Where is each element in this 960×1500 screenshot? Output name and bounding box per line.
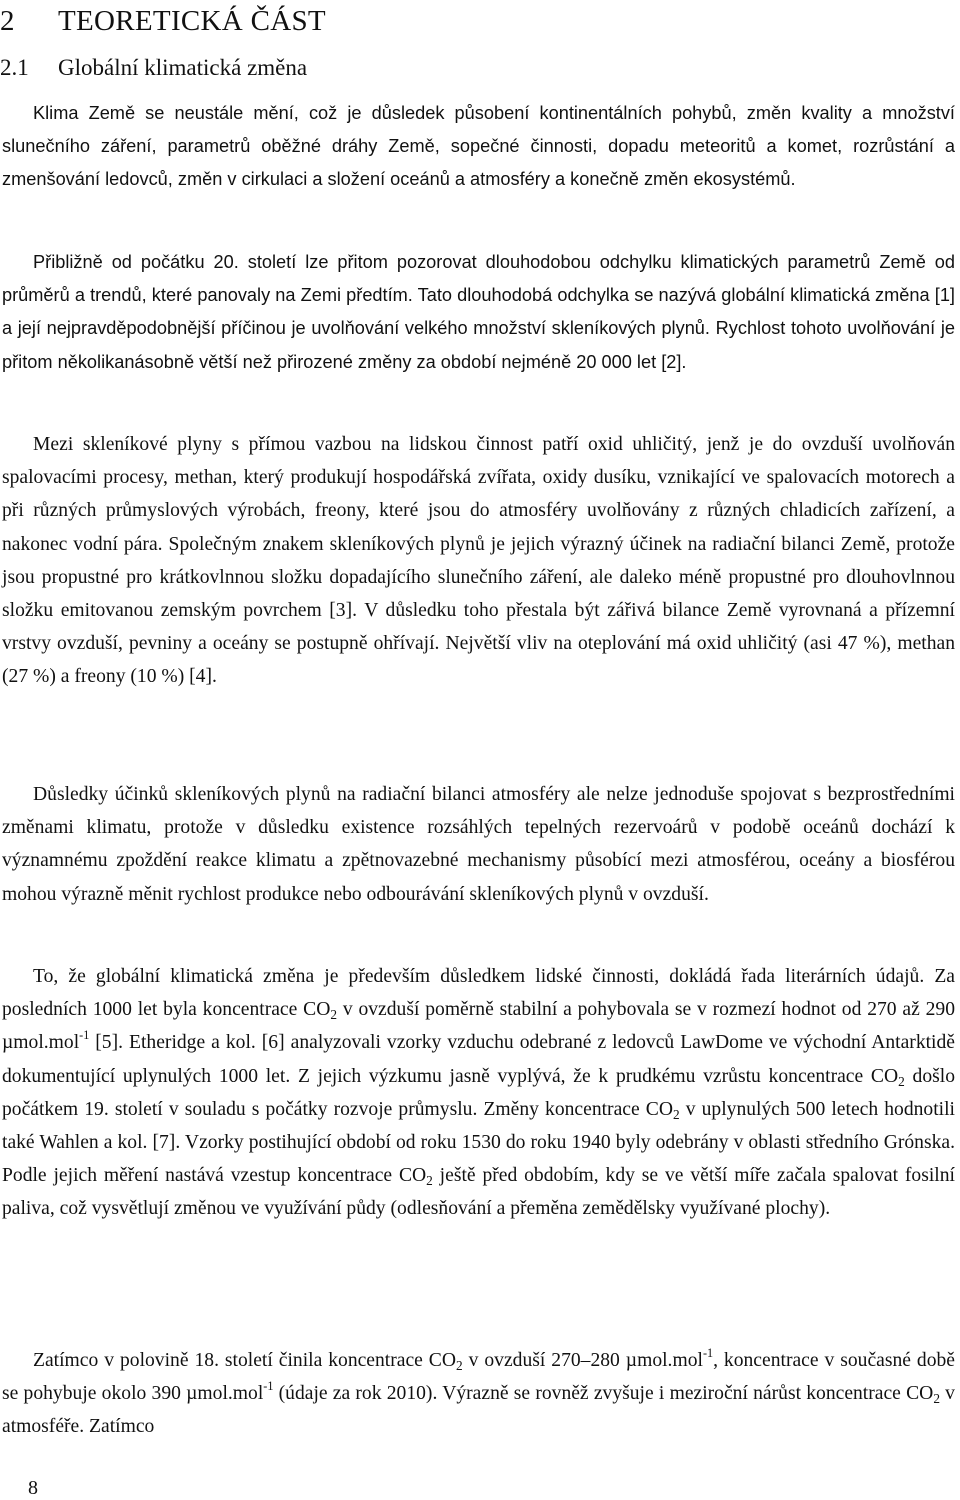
chapter-title: TEORETICKÁ ČÁST [58, 5, 326, 37]
section-heading [0, 52, 307, 84]
subscript: 2 [426, 1173, 433, 1189]
superscript: -1 [79, 1028, 90, 1043]
subscript: 2 [456, 1357, 463, 1373]
paragraph-5-text: ještě před obdobím, kdy se ve větší míře začala spalovat fosilní paliva, což vysvětlují změnou ve využívání půdy (odlesňování a přeměna zemědělsky využívané plochy). [2, 1165, 955, 1220]
chapter-heading [0, 2, 326, 40]
paragraph-4: Důsledky účinků skleníkových plynů na radiační bilanci atmosféry ale nelze jednoduše spojovat s bezprostředními změnami klimatu, protože v důsledku existence rozsáhlých tepelných rezervoárů v podobě oceánů dochází k významnému zpoždění reakce klimatu a zpětnovazebné mechanismy působící mezi atmosférou, oceány a biosférou mohou výrazně měnit rychlost produkce nebo odbourávání skleníkových plynů v ovzduší. [2, 784, 955, 905]
paragraph-5-text: v uplynulých 500 letech hodnotili také Wahlen a kol. [7]. Vzorky postihující období od roku 1530 do roku 1940 byly odebrány v oblasti středního Grónska. Podle jejich měření nastává vzestup koncentrace CO [2, 1098, 955, 1187]
paragraph-6 [2, 1344, 955, 1444]
paragraph-5-text: [5]. Etheridge a kol. [6] analyzovali vzorky vzduchu odebrané z ledovců LawDome ve východní Antarktidě dokumentující uplynulých 1000 let. Z jejich výzkumu jasně vyplývá, že k prudkému vzrůstu koncentrace CO [2, 1032, 955, 1087]
paragraph-6-text: v atmosféře. Zatímco [2, 1383, 955, 1438]
paragraph-5-text: To, že globální klimatická změna je především důsledkem lidské činnosti, dokládá řada literárních údajů. Za posledních 1000 let byla koncentrace CO [2, 966, 955, 1021]
paragraph-6-text: (údaje za rok 2010). Výrazně se rovněž zvyšuje i meziroční nárůst koncentrace CO [273, 1383, 934, 1405]
paragraph-1: Klima Země se neustále mění, což je důsledek působení kontinentálních pohybů, změn kvality a množství slunečního záření, parametrů oběžné dráhy Země, sopečné činnosti, dopadu meteoritů a komet, rozrůstání a zmenšování ledovců, změn v cirkulaci a složení oceánů a atmosféry a konečně změn ekosystémů. [2, 103, 955, 190]
section-title: Globální klimatická změna [58, 55, 308, 80]
subscript: 2 [933, 1391, 940, 1407]
subscript: 2 [672, 1106, 680, 1122]
paragraph-5 [2, 960, 955, 1226]
paragraph-6-text: , koncentrace v současné době se pohybuje okolo 390 µmol.mol [2, 1350, 956, 1405]
superscript: -1 [263, 1379, 274, 1394]
section-number: 2.1 [0, 55, 29, 80]
paragraph-5-text: došlo počátkem 19. století v souladu s počátky rozvoje průmyslu. Změny koncentrace CO [2, 1065, 955, 1120]
superscript: -1 [702, 1345, 714, 1360]
subscript: 2 [898, 1073, 905, 1089]
paragraph-2: Přibližně od počátku 20. století lze přitom pozorovat dlouhodobou odchylku klimatických parametrů Země od průměrů a trendů, které panovaly na Zemi předtím. Tato dlouhodobá odchylka se nazývá globální klimatická změna [1] a její nejpravděpodobnější příčinou je uvolňování velkého množství skleníkových plynů. Rychlost tohoto uvolňování je přitom několikanásobně větší než přirozené změny za období nejméně 20 000 let [2]. [2, 252, 955, 372]
paragraph-6-text: v ovzduší 270–280 µmol.mol [462, 1350, 703, 1371]
page-number: 8 [28, 1477, 38, 1499]
paragraph-3: Mezi skleníkové plyny s přímou vazbou na lidskou činnost patří oxid uhličitý, jenž je do ovzduší uvolňován spalovacími procesy, methan, který produkují hospodářská zvířata, oxidy dusíku, vznikající ve spalovacích motorech a při různých průmyslových výrobách, freony, které jsou do atmosféry uvolňovány z různých chladicích zařízení, a nakonec vodní pára. Společným znakem skleníkových plynů je jejich výrazný účinek na radiační bilanci Země, protože jsou propustné pro krátkovlnnou složku dopadajícího slunečního záření, ale daleko méně propustné pro dlouhovlnnou složku emitovanou zemským povrchem [3]. V důsledku toho přestala být zářivá bilance Země vyrovnaná a přízemní vrstvy ovzduší, pevniny a oceány se postupně ohřívají. Největší vliv na oteplování má oxid uhličitý (asi 47 %), methan (27 %) a freony (10 %) [4]. [2, 434, 955, 688]
chapter-number: 2 [0, 5, 15, 37]
paragraph-5-text: v ovzduší poměrně stabilní a pohybovala se v rozmezí hodnot od 270 až 290 µmol.mol [2, 999, 956, 1054]
subscript: 2 [330, 1007, 338, 1023]
paragraph-6-text: Zatímco v polovině 18. století činila koncentrace CO [33, 1350, 457, 1371]
